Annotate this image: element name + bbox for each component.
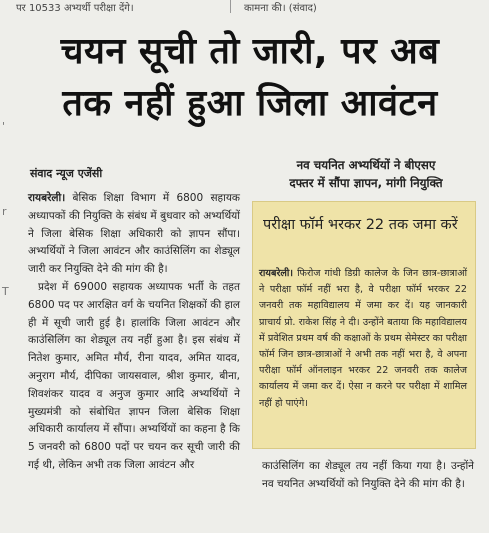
- edge-mark: T: [2, 285, 9, 298]
- box-dateline: रायबरेली।: [259, 268, 294, 279]
- byline: संवाद न्यूज एजेंसी: [30, 167, 103, 180]
- headline-line-2: तक नहीं हुआ जिला आवंटन: [62, 83, 438, 124]
- sidebar-news-box: [252, 201, 476, 449]
- column-divider: [230, 0, 231, 13]
- previous-article-fragment: पर 10533 अभ्यर्थी परीक्षा देंगे।: [16, 3, 134, 14]
- box-article-body: [259, 266, 467, 412]
- main-article-column: [28, 190, 240, 475]
- paragraph-text: बेसिक शिक्षा विभाग में 6800 सहायक अध्यापकों की नियुक्ति के संबंध में बुधवार को अभ्यर्थियों ने जिला बेसिक शिक्षा अधिकारी को ज्ञापन सौंपा। अभ्यर्थियों ने जिला आवंटन और काउंसिलिंग का शेड्यूल जारी कर नियुक्ति देने की मांग की है।: [28, 192, 240, 276]
- box-text: फिरोज गांधी डिग्री कालेज के जिन छात्र-छात्राओं ने परीक्षा फॉर्म नहीं भरा है, वे परीक्षा फॉर्म भरकर 22 जनवरी तक महाविद्यालय में जमा कर दें। यह जानकारी प्राचार्य प्रो. राकेश सिंह ने दी। उन्होंने बताया कि महाविद्यालय में प्रवेशित प्रथम वर्ष की कक्षाओं के प्रथम सेमेस्टर का परीक्षा फॉर्म जिन छात्र-छात्राओं ने अभी तक नहीं भरा है, वे अपना परीक्षा फॉर्म ऑनलाइन भरकर 22 जनवरी तक कालेज कार्यालय में जमा कर दें। ऐसा न करने पर परीक्षा में शामिल नहीं हो पाएंगे।: [259, 268, 467, 409]
- headline-line-1: चयन सूची तो जारी, पर अब: [60, 31, 440, 72]
- adjacent-article-fragment: कामना की। (संवाद): [244, 3, 317, 14]
- edge-mark: r: [2, 205, 7, 218]
- main-article-paragraph-1: [28, 190, 240, 279]
- headline: [14, 26, 486, 130]
- main-article-paragraph-2: प्रदेश में 69000 सहायक अध्यापक भर्ती के तहत 6800 पद पर आरक्षित वर्ग के चयनित शिक्षकों की हाल ही में सूची जारी हुई है। हालांकि जिला आवंटन और काउंसिलिंग का शेड्यूल तय नहीं हुआ है। इस संबंध में नितेश कुमार, अमित मौर्य, रीना यादव, अमित यादव, अनुराग मौर्य, दीपिका जायसवाल, श्रीश कुमार, बीना, शिवशंकर यादव व अनुज कुमार आदि अभ्यर्थियों ने मुख्यमंत्री को संबोधित ज्ञापन जिला बेसिक शिक्षा अधिकारी कार्यालय में सौंपा। अभ्यर्थियों का कहना है कि 5 जनवरी को 6800 पदों पर चयन कर सूची जारी की गई थी, लेकिन अभी तक जिला आवंटन और: [28, 280, 240, 471]
- dateline: रायबरेली।: [28, 192, 66, 204]
- subheadline: [262, 156, 470, 192]
- main-article-continuation: काउंसिलिंग का शेड्यूल तय नहीं किया गया है। उन्होंने नव चयनित अभ्यर्थियों को नियुक्ति देने की मांग की है।: [262, 460, 474, 490]
- box-headline: परीक्षा फॉर्म भरकर 22 तक जमा करें: [263, 217, 458, 233]
- subheadline-line-2: दफ्तर में सौंपा ज्ञापन, मांगी नियुक्ति: [289, 176, 443, 190]
- edge-mark: ': [2, 120, 6, 133]
- subheadline-line-1: नव चयनित अभ्यर्थियों ने बीएसए: [296, 158, 436, 172]
